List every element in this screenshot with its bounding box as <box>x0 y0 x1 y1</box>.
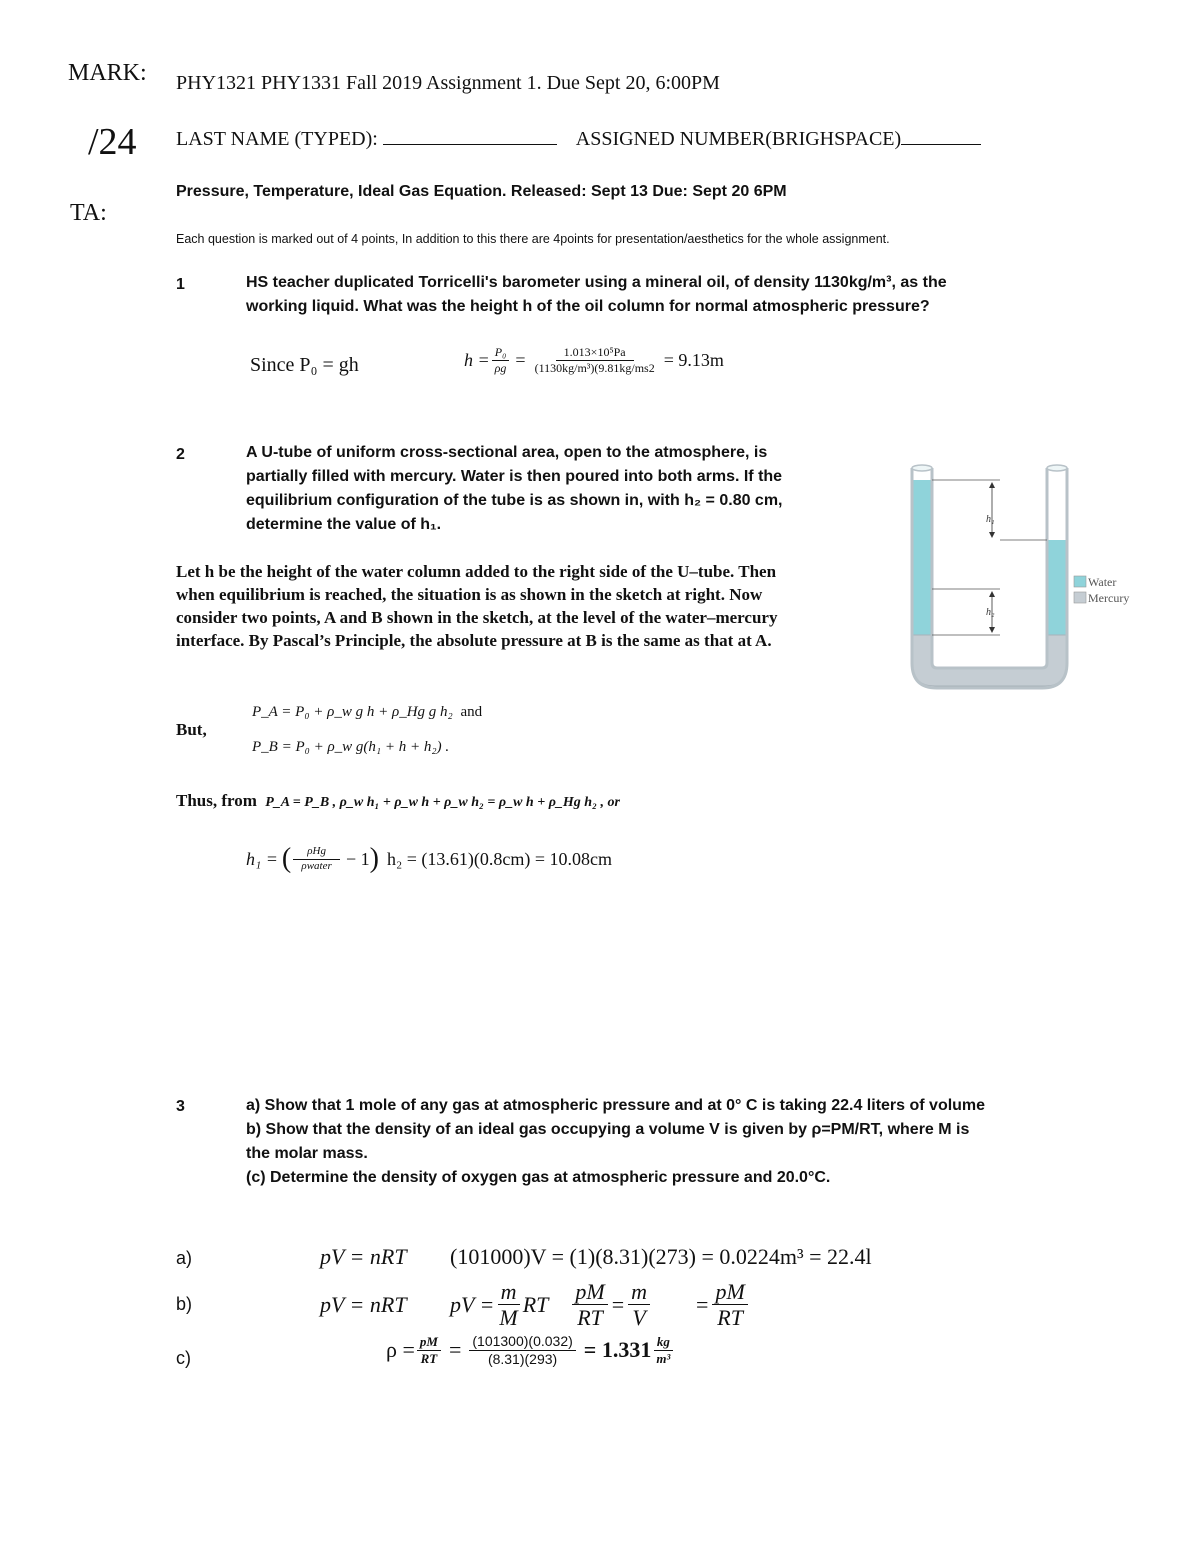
q3-b-V: V <box>632 1305 646 1331</box>
q3-c-rho: ρ = <box>386 1337 415 1363</box>
q2-thus-label: Thus, from <box>176 791 257 810</box>
q2-text-line3: equilibrium configuration of the tube is as shown in, with h₂ = 0.80 cm, <box>246 492 783 509</box>
q2-minus-one: − 1 <box>345 848 370 869</box>
q2-thus-equation: P_A = P_B , ρ_w h₁ + ρ_w h + ρ_w h₂ = ρ_w h + ρ_Hg h₂ , or <box>265 795 620 810</box>
assigned-number-label: ASSIGNED NUMBER(BRIGHSPACE) <box>575 128 902 150</box>
q1-p0: P₀ <box>492 346 510 361</box>
q2-h1-lhs: h₁ = <box>246 848 278 869</box>
left-tube-opening <box>912 465 932 471</box>
h1-label: h₁ <box>986 514 995 525</box>
assigned-number-field[interactable] <box>901 143 981 145</box>
right-water-column <box>1047 540 1067 635</box>
right-tube-opening <box>1047 465 1067 471</box>
q3-text-a: a) Show that 1 mole of any gas at atmospheric pressure and at 0° C is taking 22.4 liters of volume <box>246 1097 986 1114</box>
q2-pb-equation: P_B = P₀ + ρ_w g(h₁ + h + h₂) . <box>252 739 450 755</box>
q3-b-RT2: RT <box>717 1305 743 1331</box>
q3-b-m: m <box>498 1280 520 1305</box>
ta-label: TA: <box>70 200 107 226</box>
q2-text-line1: A U-tube of uniform cross-sectional area, open to the atmosphere, is <box>246 444 768 461</box>
q3-b-result-frac <box>712 1280 747 1329</box>
q3-text-b2: the molar mass. <box>246 1145 368 1162</box>
q1-number: 1 <box>176 276 185 293</box>
q3-label-a: a) <box>176 1248 193 1268</box>
q3-c-kg: kg <box>654 1335 673 1351</box>
q3-a-eq2: (101000)V = (1)(8.31)(273) = 0.0224m³ = 22.4l <box>450 1244 872 1269</box>
q3-c-numerator: (101300)(0.032) <box>469 1334 575 1351</box>
q3-c-equation: ρ = $\frac{pM}{RT}$ = $\frac{(101300)(0.032)}{(8.31)(293)}$ = 1.331 $\frac{kg}{\text{m³}}$ <box>386 1334 675 1366</box>
q1-rho-g: ρg <box>494 360 507 375</box>
q3-a-eq1: pV = nRT <box>320 1244 407 1269</box>
q2-thus-line <box>176 791 620 811</box>
q3-c-value-frac <box>469 1334 575 1366</box>
q3-b-M: M <box>499 1305 518 1331</box>
h2-label: h₂ <box>986 607 995 618</box>
q2-and: and <box>460 704 483 720</box>
q1-value-frac <box>532 346 658 374</box>
q3-b-RT: RT <box>577 1305 603 1331</box>
q3-label-b: b) <box>176 1294 193 1314</box>
q3-b-pM-over-RT <box>572 1280 607 1329</box>
q1-text-line2: working liquid. What was the height h of the oil column for normal atmospheric pressure? <box>246 298 930 315</box>
q2-number: 2 <box>176 446 185 463</box>
q3-c-value: = 1.331 <box>583 1337 652 1363</box>
q3-b-equals2: = <box>696 1291 709 1317</box>
name-line <box>176 128 981 151</box>
q3-b-m2: m <box>628 1280 650 1305</box>
q1-since: Since P₀ = gh <box>250 354 359 376</box>
q2-h1-equation: h₁ = ( $\frac{\text{ρHg}}{\text{ρwater}}$ − 1 ) h₂ = (13.61)(0.8cm) = 10.08cm <box>246 843 612 874</box>
subtitle: Pressure, Temperature, Ideal Gas Equation. Released: Sept 13 Due: Sept 20 6PM <box>176 183 787 200</box>
last-name-label: LAST NAME (TYPED): <box>176 128 378 150</box>
q3-text-b1: b) Show that the density of an ideal gas occupying a volume V is given by ρ=PM/RT, where M is <box>246 1121 970 1138</box>
q3-b-pv: pV = <box>450 1291 495 1317</box>
q2-para-line1: Let h be the height of the water column added to the right side of the U–tube. Then <box>176 562 777 581</box>
q3-b-eq1: pV = nRT <box>320 1292 407 1317</box>
q3-c-pM: pM <box>417 1335 441 1351</box>
q2-pa-equation <box>252 704 482 721</box>
legend-water-label: Water <box>1088 575 1117 589</box>
q3-c-units <box>653 1335 673 1365</box>
q3-b-pM2: pM <box>712 1280 747 1305</box>
q3-text-c: (c) Determine the density of oxygen gas at atmospheric pressure and 20.0°C. <box>246 1169 831 1186</box>
q2-para-line4: interface. By Pascal’s Principle, the absolute pressure at B is the same as that at A. <box>176 631 772 650</box>
q3-c-RT: RT <box>420 1350 438 1366</box>
q3-c-denominator: (8.31)(293) <box>487 1350 558 1367</box>
q1-equation: h = $\frac{\text{P₀}}{\rho g}$ = $\frac{\text{1.013×10⁵Pa}}{\text{(1130kg/m³)(9.81kg/ms2}}$ = 9.13m <box>464 345 724 375</box>
q3-b-m-over-M <box>496 1280 520 1329</box>
left-water-column <box>912 480 932 635</box>
u-tube-figure <box>900 458 1160 698</box>
total-marks: /24 <box>88 121 137 163</box>
tube-inner-wall <box>932 468 1047 668</box>
q2-rho-water: ρwater <box>301 859 332 872</box>
legend-mercury-label: Mercury <box>1088 591 1130 605</box>
mercury-fill <box>912 635 1067 686</box>
q1-numerator: 1.013×10⁵Pa <box>556 346 634 361</box>
q2-para-line3: consider two points, A and B shown in the sketch, at the level of the water–mercury <box>176 608 778 627</box>
q3-b-derivation <box>450 1280 750 1329</box>
q2-text-line4: determine the value of h₁. <box>246 516 442 533</box>
marking-note: Each question is marked out of 4 points, In addition to this there are 4points for presentation/aesthetics for the whole assignment. <box>176 232 890 246</box>
q1-text-line1: HS teacher duplicated Torricelli's barometer using a mineral oil, of density 1130kg/m³, as the <box>246 274 947 291</box>
q1-result: = 9.13m <box>663 349 724 370</box>
q2-para-line2: when equilibrium is reached, the situation is as shown in the sketch at right. Now <box>176 585 763 604</box>
q1-p0-frac <box>492 346 510 374</box>
q1-h-eq: h = <box>464 349 490 370</box>
q2-rho-hg: ρHg <box>293 846 340 860</box>
q3-number: 3 <box>176 1098 185 1115</box>
page-title: PHY1321 PHY1331 Fall 2019 Assignment 1. Due Sept 20, 6:00PM <box>176 72 720 94</box>
q2-but: But, <box>176 720 207 739</box>
legend-water-swatch <box>1074 576 1086 587</box>
q2-final-result: h₂ = (13.61)(0.8cm) = 10.08cm <box>386 848 612 869</box>
q3-c-pM-over-RT <box>417 1335 441 1365</box>
tube-outer-wall <box>912 468 1067 688</box>
q3-c-m3: m³ <box>656 1350 671 1366</box>
q3-label-c: c) <box>176 1348 191 1368</box>
q3-b-m-over-V <box>628 1280 650 1329</box>
last-name-field[interactable] <box>383 143 557 145</box>
q2-pa: P_A = P₀ + ρ_w g h + ρ_Hg g h₂ <box>252 704 453 720</box>
q2-text-line2: partially filled with mercury. Water is then poured into both arms. If the <box>246 468 783 485</box>
mark-label: MARK: <box>68 60 147 86</box>
q3-b-rt: RT <box>522 1291 549 1317</box>
legend-mercury-swatch <box>1074 592 1086 603</box>
q3-b-equals: = <box>611 1291 625 1317</box>
q2-density-ratio <box>293 846 340 872</box>
q1-denominator: (1130kg/m³)(9.81kg/ms2 <box>534 360 655 375</box>
q3-b-pM: pM <box>572 1280 607 1305</box>
